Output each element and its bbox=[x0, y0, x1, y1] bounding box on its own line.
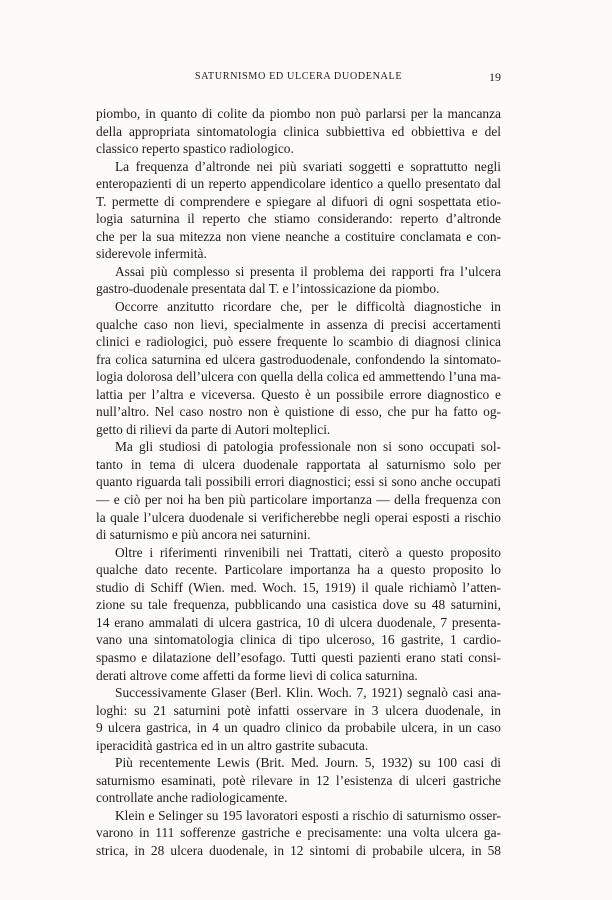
text-line: di saturnismo e più ancora nei saturnini. bbox=[96, 527, 311, 543]
text-line: vano una sintomatologia clinica di tipo ulceroso, 16 gastrite, 1 cardio- bbox=[96, 632, 501, 648]
text-line: Più recentemente Lewis (Brit. Med. Journ. 5, 1932) su 100 casi di bbox=[115, 755, 501, 771]
text-line: siderevole infermità. bbox=[96, 246, 207, 262]
text-line: La frequenza d’altronde nei più svariati soggetti e soprattutto negli bbox=[115, 158, 501, 174]
text-line: 9 ulcera gastrica, in 4 un quadro clinico da probabile ulcera, in un caso bbox=[96, 720, 501, 736]
page-number: 19 bbox=[489, 70, 501, 84]
text-line: zione su tale frequenza, pubblicando una casistica dove su 48 saturnini, bbox=[96, 597, 501, 613]
text-line: qualche caso non lievi, specialmente in assenza di precisi accertamenti bbox=[96, 316, 501, 332]
body-text bbox=[96, 105, 501, 860]
text-line: studio di Schiff (Wien. med. Woch. 15, 1919) il quale richiamò l’atten- bbox=[96, 579, 501, 595]
text-line: fra colica saturnina ed ulcera gastroduodenale, confondendo la sintomato- bbox=[96, 351, 501, 367]
text-line: Assai più complesso si presenta il problema dei rapporti fra l’ulcera bbox=[115, 263, 501, 279]
text-line: Klein e Selinger su 195 lavoratori esposti a rischio di saturnismo osser- bbox=[115, 807, 501, 823]
text-line: qualche dato recente. Particolare importanza ha a questo proposito lo bbox=[96, 562, 501, 578]
text-line: strica, in 28 ulcera duodenale, in 12 sintomi di probabile ulcera, in 58 bbox=[96, 842, 501, 858]
text-line: — e ciò per noi ha ben più particolare importanza — della frequenza con bbox=[96, 492, 501, 508]
text-line: spasmo e dilatazione dell’esofago. Tutti questi pazienti erano stati consi- bbox=[96, 649, 501, 665]
text-line: Occorre anzitutto ricordare che, per le difficoltà diagnostiche in bbox=[115, 299, 501, 315]
text-line: Oltre i riferimenti rinvenibili nei Trattati, citerò a questo proposito bbox=[115, 544, 501, 560]
running-header-title: SATURNISMO ED ULCERA DUODENALE bbox=[194, 71, 403, 82]
text-line: lattia per l’altra e viceversa. Questo è un possibile errore diagnostico e bbox=[96, 386, 501, 402]
text-line: classico reperto spastico radiologico. bbox=[96, 141, 294, 157]
text-line: gastro-duodenale presentata dal T. e l’intossicazione da piombo. bbox=[96, 281, 440, 297]
text-line: tanto in tema di ulcera duodenale rapportata al saturnismo solo per bbox=[96, 456, 501, 472]
text-line: null’altro. Nel caso nostro non è quistione di esso, che pur ha fatto og- bbox=[96, 404, 501, 420]
text-line: piombo, in quanto di colite da piombo non può parlarsi per la mancanza bbox=[96, 106, 501, 121]
text-line: la quale l’ulcera duodenale si verificherebbe negli operai esposti a rischio bbox=[96, 509, 501, 525]
text-line: T. permette di comprendere e spiegare al difuori di ogni sospettata etio- bbox=[96, 193, 501, 209]
text-line: loghi: su 21 saturnini potè infatti osservare in 3 ulcera duodenale, in bbox=[96, 702, 501, 718]
text-line: Successivamente Glaser (Berl. Klin. Woch. 7, 1921) segnalò casi ana- bbox=[115, 685, 501, 701]
text-line: Ma gli studiosi di patologia professionale non si sono occupati sol- bbox=[115, 439, 501, 455]
text-line: enteropazienti di un reperto appendicolare identico a quello presentato dal bbox=[96, 176, 501, 192]
text-line: 14 erano ammalati di ulcera gastrica, 10 di ulcera duodenale, 7 presenta- bbox=[96, 614, 501, 630]
text-line: quanto riguarda tali possibili errori diagnostici; essi si sono anche occupati bbox=[96, 474, 501, 490]
text-line: varono in 111 sofferenze gastriche e precisamente: una volta ulcera ga- bbox=[96, 825, 501, 841]
text-line: logia saturnina il reperto che stiamo considerando: reperto d’altronde bbox=[96, 211, 501, 227]
text-line: controllate anche radiologicamente. bbox=[96, 790, 288, 806]
text-line: getto di rilievi da parte di Autori molteplici. bbox=[96, 421, 331, 437]
text-line: derati altrove come affetti da forme lievi di colica saturnina. bbox=[96, 667, 418, 683]
text-line: che per la sua mitezza non viene neanche a costituire conclamata e con- bbox=[96, 228, 501, 244]
text-line: saturnismo esaminati, potè rilevare in 12 l’esistenza di ulceri gastriche bbox=[96, 772, 501, 788]
text-line: iperacidità gastrica ed in un altro gastrite subacuta. bbox=[96, 737, 369, 753]
text-line: della appropriata sintomatologia clinica subbiettiva ed obbiettiva e del bbox=[96, 123, 501, 139]
running-header bbox=[96, 70, 501, 84]
text-line: clinici e radiologici, può essere frequente lo scambio di diagnosi clinica bbox=[96, 334, 501, 350]
text-line: logia dolorosa dell’ulcera con quella della colica ed ammettendo l’una ma- bbox=[96, 369, 501, 385]
